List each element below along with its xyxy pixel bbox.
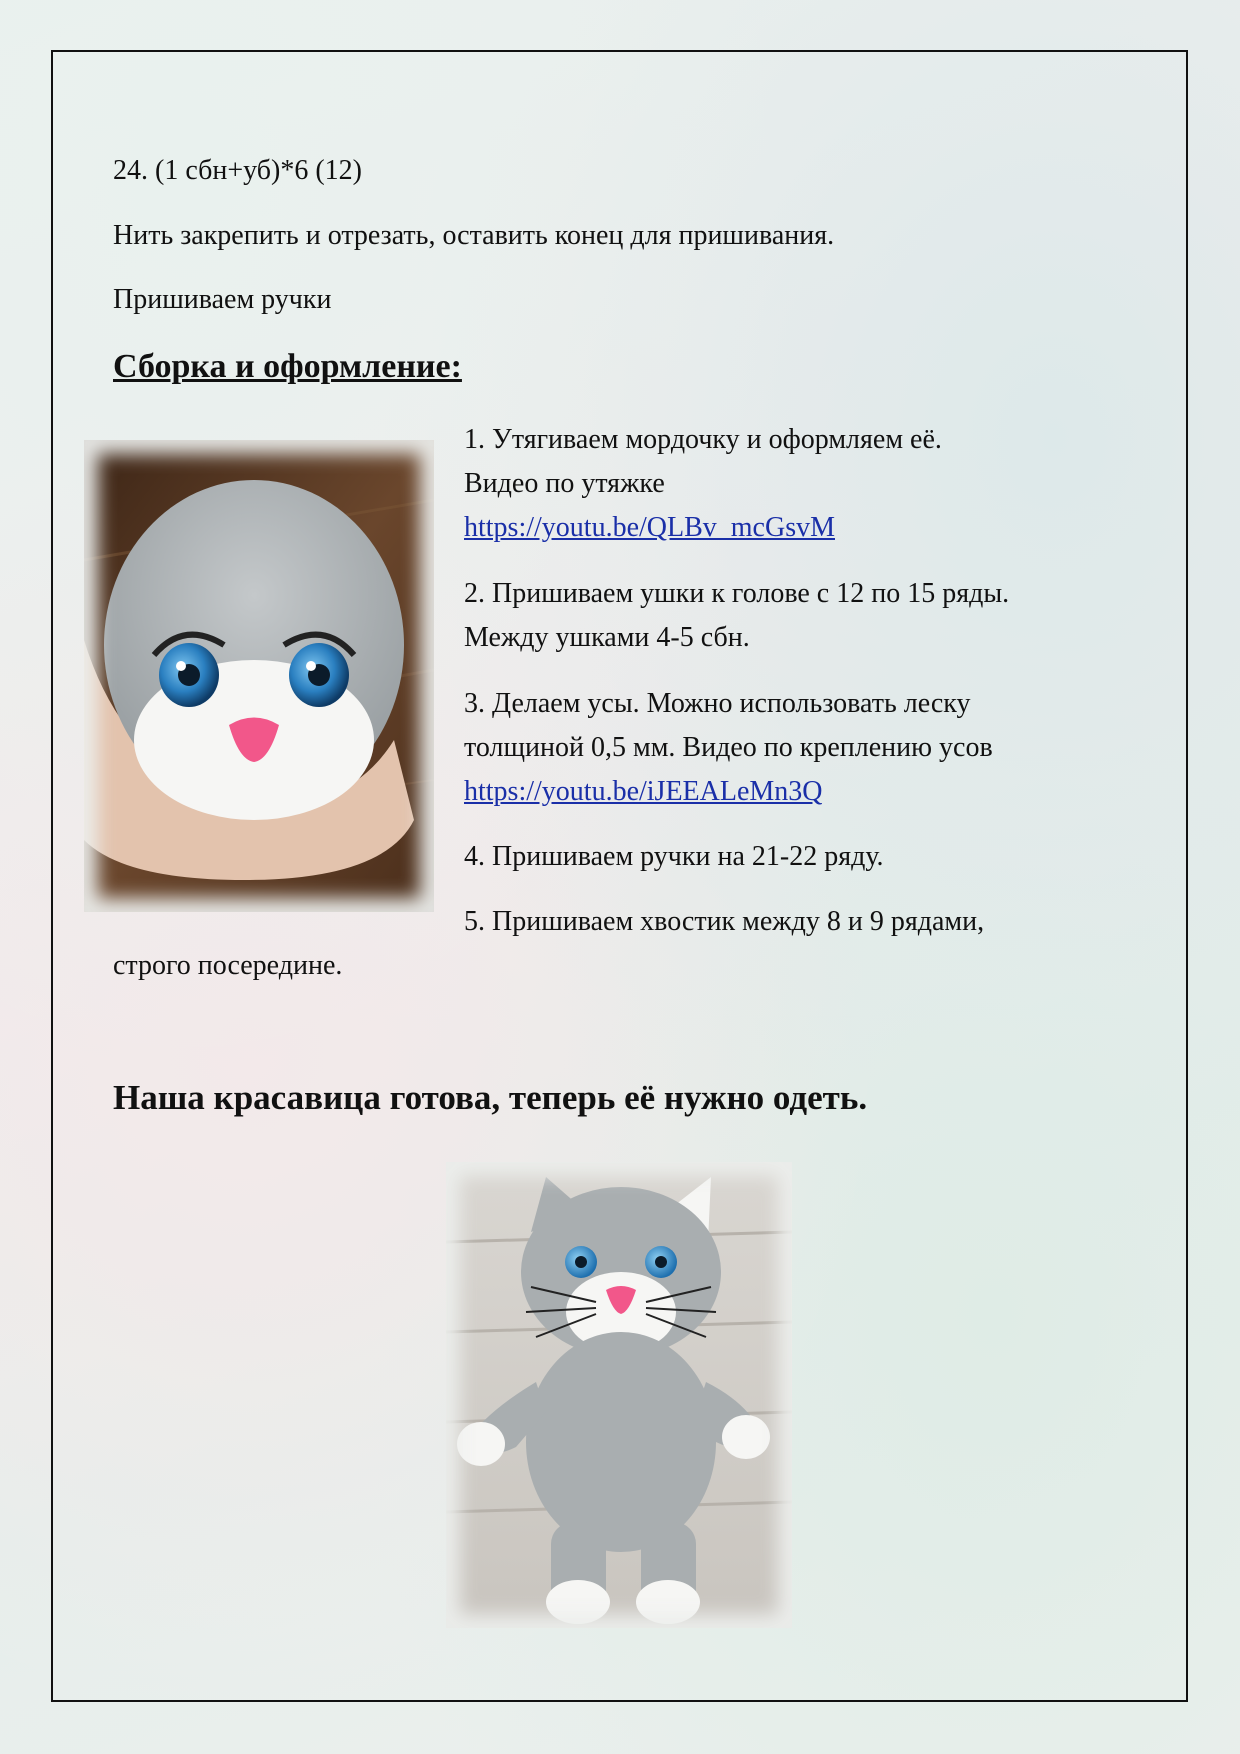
step-3-line-1: 3. Делаем усы. Можно использовать леску [464, 688, 971, 719]
pattern-row-24: 24. (1 сбн+уб)*6 (12) [113, 155, 362, 186]
step-1-video-link[interactable]: https://youtu.be/QLBv_mcGsvM [464, 512, 835, 543]
cat-head-photo [84, 440, 434, 912]
step-1-video-label: Видео по утяжке [464, 468, 665, 499]
pattern-fasten-text: Нить закрепить и отрезать, оставить конец для пришивания. [113, 220, 835, 251]
step-2-line-2: Между ушками 4-5 сбн. [464, 622, 750, 653]
assembly-heading: Сборка и оформление: [113, 348, 462, 385]
pattern-sew-arms-text: Пришиваем ручки [113, 284, 332, 315]
final-heading: Наша красавица готова, теперь её нужно одеть. [113, 1078, 868, 1117]
step-2-line-1: 2. Пришиваем ушки к голове с 12 по 15 ряды. [464, 578, 1010, 609]
step-3-line-2: толщиной 0,5 мм. Видео по креплению усов [464, 732, 993, 763]
step-5-line-1: 5. Пришиваем хвостик между 8 и 9 рядами, [464, 906, 985, 937]
step-5-line-2: строго посередине. [113, 950, 343, 981]
step-4-text: 4. Пришиваем ручки на 21-22 ряду. [464, 841, 884, 872]
step-3-video-link[interactable]: https://youtu.be/iJEEALeMn3Q [464, 776, 823, 807]
finished-cat-photo [446, 1162, 792, 1628]
step-1-text: 1. Утягиваем мордочку и оформляем её. [464, 424, 942, 455]
